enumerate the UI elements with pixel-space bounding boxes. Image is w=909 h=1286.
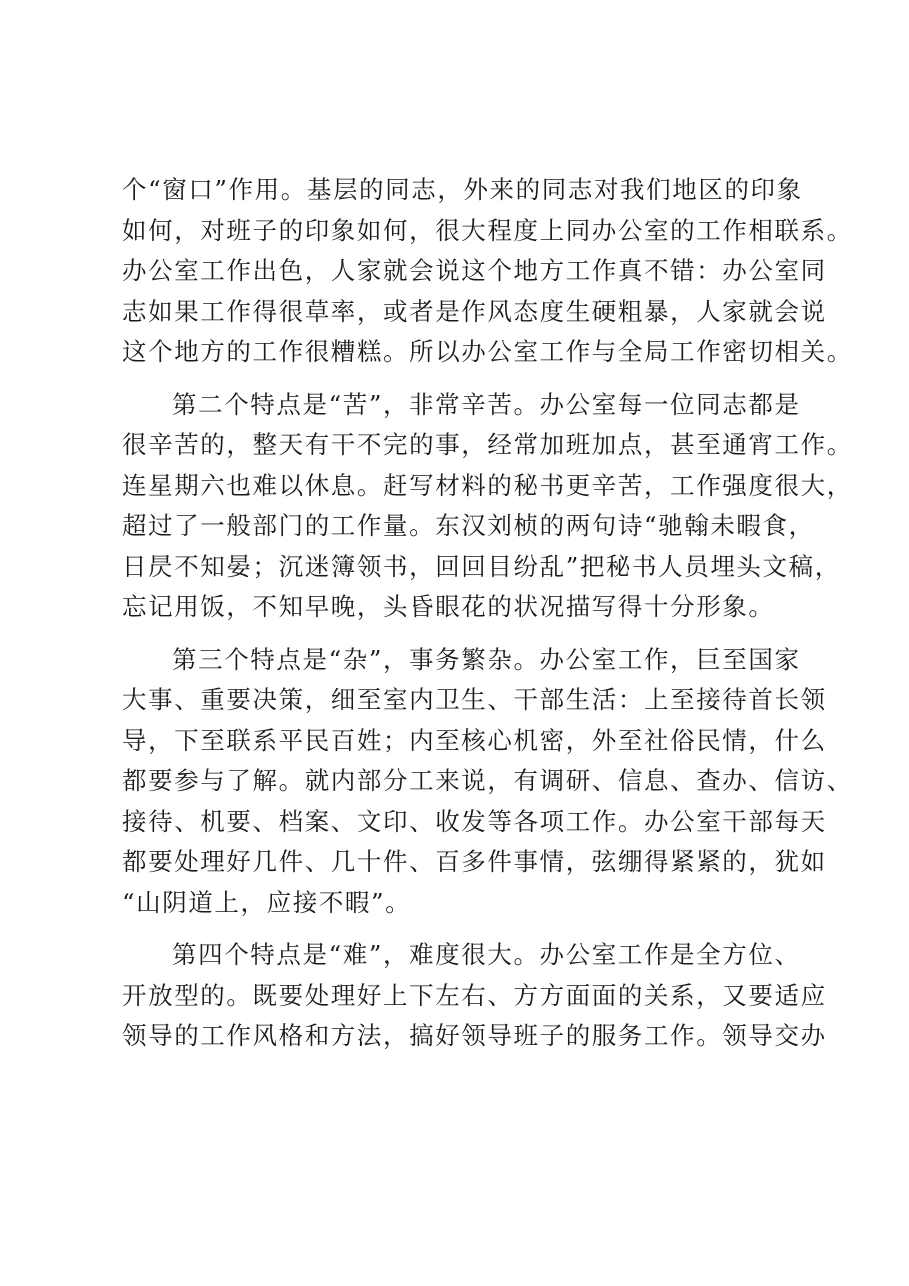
text-line: 这个地方的工作很糟糕。所以办公室工作与全局工作密切相关。	[122, 337, 853, 366]
text-line: 连星期六也难以休息。赶写材料的秘书更辛苦，工作强度很大，	[122, 470, 853, 500]
text-line: 志如果工作得很草率，或者是作风态度生硬粗暴，人家就会说	[122, 296, 827, 326]
text-line: 超过了一般部门的工作量。东汉刘桢的两句诗“驰翰未暇食，	[122, 511, 815, 540]
text-line: 领导的工作风格和方法，搞好领导班子的服务工作。领导交办	[122, 1021, 827, 1050]
text-line: 第四个特点是“难”，难度很大。办公室工作是全方位、	[172, 940, 801, 969]
text-line: 忘记用饭，不知早晚，头昏眼花的状况描写得十分形象。	[122, 592, 775, 621]
text-line: 导，下至联系平民百姓；内至核心机密，外至社俗民情，什么	[122, 725, 827, 755]
text-line: 办公室工作出色，人家就会说这个地方工作真不错：办公室同	[122, 256, 827, 285]
text-line: 都要处理好几件、几十件、百多件事情，弦绷得紧紧的，犹如	[122, 847, 827, 876]
paragraph-3	[122, 640, 853, 924]
text-line: 很辛苦的，整天有干不完的事，经常加班加点，甚至通宵工作。	[122, 430, 853, 459]
paragraph-1	[122, 170, 853, 373]
paragraph-2	[122, 385, 853, 628]
text-line: 都要参与了解。就内部分工来说，有调研、信息、查办、信访、	[122, 766, 853, 795]
body-text	[122, 170, 853, 1057]
text-line: 个“窗口”作用。基层的同志，外来的同志对我们地区的印象	[122, 175, 803, 204]
text-line: 日昃不知晏；沉迷簿领书，回回目纷乱”把秘书人员埋头文稿，	[122, 551, 841, 581]
paragraph-4	[122, 935, 827, 1057]
text-line: 大事、重要决策，细至室内卫生、干部生活：上至接待首长领	[122, 685, 827, 714]
text-line: 第三个特点是“杂”，事务繁杂。办公室工作，巨至国家	[172, 644, 801, 674]
text-line: 开放型的。既要处理好上下左右、方方面面的关系，又要适应	[122, 980, 827, 1010]
text-line: 第二个特点是“苦”，非常辛苦。办公室每一位同志都是	[172, 389, 801, 419]
text-line: 如何，对班子的印象如何，很大程度上同办公室的工作相联系。	[122, 215, 853, 245]
text-line: 接待、机要、档案、文印、收发等各项工作。办公室干部每天	[122, 806, 827, 836]
text-line: “山阴道上，应接不暇”。	[122, 887, 412, 917]
